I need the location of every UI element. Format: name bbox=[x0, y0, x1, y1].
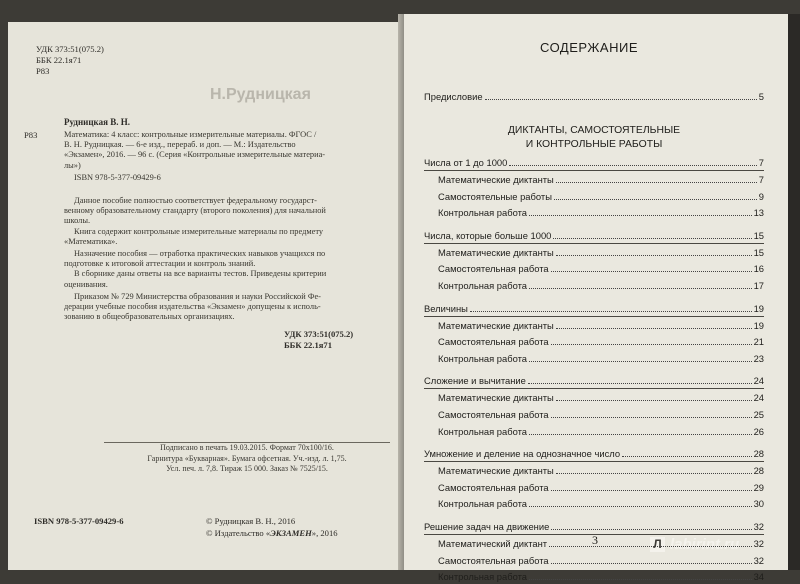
dot-leader bbox=[622, 447, 752, 457]
dot-leader bbox=[485, 90, 757, 100]
show-through-text: Н.Рудницкая bbox=[210, 86, 311, 103]
watermark-text: labirint.ru bbox=[670, 536, 740, 553]
toc-entry-page: 5 bbox=[758, 91, 764, 102]
toc-entry-page: 24 bbox=[753, 375, 764, 387]
toc-chapter[interactable] bbox=[424, 374, 764, 388]
publisher-brand: ЭКЗАМЕН bbox=[270, 528, 312, 538]
dot-leader bbox=[529, 497, 752, 507]
copyright-suffix: », 2016 bbox=[311, 528, 338, 538]
desc-line: «Математика». bbox=[64, 236, 118, 246]
dot-leader bbox=[553, 229, 751, 239]
dot-leader bbox=[528, 374, 752, 384]
toc-entry-title: Умножение и деление на однозначное число bbox=[424, 448, 621, 460]
desc-line: подготовке к итоговой аттестации и контроль знаний. bbox=[64, 259, 256, 269]
dot-leader bbox=[556, 246, 752, 256]
dot-leader bbox=[551, 408, 752, 418]
dot-leader bbox=[551, 262, 752, 272]
toc-entry-title: Контрольная работа bbox=[438, 425, 528, 437]
toc-entry-page: 16 bbox=[753, 263, 764, 275]
toc-entry-title: Величины bbox=[424, 302, 468, 314]
desc-line: Данное пособие полностью соответствует федеральному государст- bbox=[74, 196, 317, 205]
toc-entry-page: 34 bbox=[753, 571, 764, 583]
author-code-side: Р83 bbox=[24, 130, 38, 140]
chapter-rule bbox=[424, 461, 764, 462]
dot-leader bbox=[549, 537, 752, 547]
bib-line: Математика: 4 класс: контрольные измерительные материалы. ФГОС / bbox=[64, 130, 317, 139]
toc-chapter[interactable] bbox=[424, 156, 764, 170]
dot-leader bbox=[529, 425, 752, 435]
section-title bbox=[424, 124, 764, 152]
description bbox=[64, 196, 382, 322]
background-edge bbox=[788, 14, 800, 570]
dot-leader bbox=[556, 173, 757, 183]
isbn-inline: ISBN 978-5-377-09429-6 bbox=[74, 172, 161, 182]
toc-chapter[interactable] bbox=[424, 520, 764, 534]
toc-entry-page: 19 bbox=[753, 319, 764, 331]
toc-entry-title: Числа от 1 до 1000 bbox=[424, 157, 508, 168]
dot-leader bbox=[509, 156, 756, 166]
toc-entry-title: Самостоятельная работа bbox=[438, 409, 549, 420]
toc-entry-page: 23 bbox=[753, 352, 764, 364]
dot-leader bbox=[529, 352, 752, 362]
toc-entry-title: Математические диктанты bbox=[438, 465, 554, 477]
dot-leader bbox=[551, 554, 752, 564]
toc-entry-page: 15 bbox=[753, 246, 764, 258]
desc-line: В сборнике даны ответы на все варианты тестов. Приведены критерии bbox=[74, 269, 327, 279]
desc-line: Назначение пособия — отработка практических навыков учащихся по bbox=[74, 249, 326, 259]
copyright-prefix: © Издательство « bbox=[206, 528, 271, 538]
toc-entry-title: Сложение и вычитание bbox=[424, 375, 526, 387]
dot-leader bbox=[529, 206, 752, 216]
chapter-rule bbox=[424, 534, 764, 535]
page-number: 3 bbox=[592, 533, 598, 547]
toc-subitem[interactable] bbox=[438, 408, 764, 422]
bib-line: В. Н. Рудницкая. — 6-е изд., перераб. и доп. — М.: Издательство bbox=[64, 140, 296, 150]
toc-entry-title: Самостоятельная работа bbox=[438, 554, 549, 566]
toc-entry-title: Математические диктанты bbox=[438, 246, 554, 258]
toc-subitem[interactable] bbox=[438, 190, 764, 204]
toc-entry-title: Контрольная работа bbox=[438, 207, 528, 219]
chapter-rule bbox=[424, 243, 764, 244]
toc-preface[interactable] bbox=[424, 90, 764, 104]
bib-line: «Экзамен», 2016. — 96 с. (Серия «Контрольные измерительные материа- bbox=[64, 150, 326, 160]
dot-leader bbox=[556, 464, 752, 474]
toc-entry-title: Контрольная работа bbox=[438, 571, 528, 583]
imprint-line: Подписано в печать 19.03.2015. Формат 70х100/16. bbox=[160, 443, 334, 452]
isbn-bottom: ISBN 978-5-377-09429-6 bbox=[34, 516, 124, 526]
bbk-code: ББК 22.1я71 bbox=[36, 55, 82, 65]
toc-subitem[interactable] bbox=[438, 425, 764, 439]
toc-entry-title: Математические диктанты bbox=[438, 174, 554, 185]
toc-entry-title: Математические диктанты bbox=[438, 319, 554, 331]
imprint-line: Гарнитура «Букварная». Бумага офсетная. Уч.-изд. л. 1,75. bbox=[147, 453, 347, 463]
toc-subitem[interactable] bbox=[438, 464, 764, 478]
toc-subitem[interactable] bbox=[438, 481, 764, 495]
toc-entry-page: 7 bbox=[758, 157, 764, 168]
toc-entry-page: 15 bbox=[753, 229, 764, 241]
desc-line: оценивания. bbox=[64, 279, 108, 289]
udk-code: УДК 373:51(075.2) bbox=[36, 44, 104, 54]
imprint-box bbox=[104, 442, 390, 483]
toc-subitem[interactable] bbox=[438, 537, 764, 551]
desc-line: Книга содержит контрольные измерительные материалы по предмету bbox=[74, 226, 324, 236]
toc-entry-title: Решение задач на движение bbox=[424, 521, 550, 532]
toc-title: СОДЕРЖАНИЕ bbox=[540, 40, 639, 55]
toc-entry-title: Контрольная работа bbox=[438, 352, 528, 364]
toc-subitem[interactable] bbox=[438, 391, 764, 405]
toc-entry-page: 7 bbox=[758, 174, 764, 185]
dot-leader bbox=[551, 335, 752, 345]
dot-leader bbox=[554, 190, 757, 200]
toc-entry-page: 28 bbox=[753, 448, 764, 460]
toc-entry-page: 25 bbox=[753, 409, 764, 420]
section-title-line: ДИКТАНТЫ, САМОСТОЯТЕЛЬНЫЕ bbox=[507, 125, 681, 136]
bibliographic-entry bbox=[64, 130, 382, 183]
toc-subitem[interactable] bbox=[438, 570, 764, 584]
toc-entry-title: Самостоятельная работа bbox=[438, 336, 549, 348]
toc-entry-page: 32 bbox=[753, 521, 764, 532]
dot-leader bbox=[470, 302, 752, 312]
toc-subitem[interactable] bbox=[438, 319, 764, 333]
toc-entry-page: 30 bbox=[753, 498, 764, 510]
toc-entry-title: Контрольная работа bbox=[438, 498, 528, 510]
dot-leader bbox=[529, 570, 752, 580]
toc-entry-page: 21 bbox=[753, 336, 764, 348]
toc-subitem[interactable] bbox=[438, 279, 764, 293]
toc-subitem[interactable] bbox=[438, 246, 764, 260]
copyright-publisher bbox=[206, 528, 338, 538]
toc-subitem[interactable] bbox=[438, 352, 764, 366]
toc-entry-page: 26 bbox=[753, 425, 764, 437]
toc-entry-title: Самостоятельная работа bbox=[438, 263, 549, 275]
udk-code-2: УДК 373:51(075.2) bbox=[284, 329, 354, 339]
toc-entry-title: Предисловие bbox=[424, 91, 483, 102]
desc-line: дерации учебные пособия издательства «Экзамен» допущены к исполь- bbox=[64, 302, 321, 312]
toc-subitem[interactable] bbox=[438, 497, 764, 511]
imprint-line: Усл. печ. л. 7,8. Тираж 15 000. Заказ № 7525/15. bbox=[166, 464, 328, 473]
toc-chapter[interactable] bbox=[424, 229, 764, 243]
toc-entry-page: 29 bbox=[753, 481, 764, 493]
chapter-rule bbox=[424, 170, 764, 171]
bbk-code-2: ББК 22.1я71 bbox=[284, 340, 333, 350]
toc-entry-page: 13 bbox=[753, 207, 764, 219]
toc-entry-title: Самостоятельные работы bbox=[438, 190, 552, 202]
toc-entry-page: 9 bbox=[758, 190, 764, 202]
desc-line: зованию в общеобразовательных организациях. bbox=[64, 312, 235, 322]
dot-leader bbox=[529, 279, 752, 289]
author-code: Р83 bbox=[36, 66, 50, 76]
toc-entry-title: Числа, которые больше 1000 bbox=[424, 229, 552, 241]
dot-leader bbox=[556, 391, 752, 401]
toc-subitem[interactable] bbox=[438, 554, 764, 568]
dot-leader bbox=[556, 319, 752, 329]
bib-line: лы») bbox=[64, 160, 81, 170]
toc-chapter[interactable] bbox=[424, 447, 764, 461]
labirint-logo-icon: Л bbox=[650, 537, 665, 552]
section-title-line: И КОНТРОЛЬНЫЕ РАБОТЫ bbox=[525, 139, 663, 150]
toc-entry-page: 17 bbox=[753, 280, 764, 291]
desc-line: школы. bbox=[64, 216, 91, 226]
toc-entry-page: 32 bbox=[753, 554, 764, 566]
toc-entry-page: 19 bbox=[753, 302, 764, 314]
author-name: Рудницкая В. Н. bbox=[64, 117, 130, 127]
desc-line: Приказом № 729 Министерства образования и науки Российской Фе- bbox=[74, 291, 321, 301]
toc-chapter[interactable] bbox=[424, 302, 764, 316]
desc-line: венному образовательному стандарту (второго поколения) для начальной bbox=[64, 206, 326, 216]
toc-subitem[interactable] bbox=[438, 262, 764, 276]
chapter-rule bbox=[424, 316, 764, 317]
toc-subitem[interactable] bbox=[438, 335, 764, 349]
toc-subitem[interactable] bbox=[438, 173, 764, 187]
toc-entry-title: Математический диктант bbox=[438, 538, 548, 549]
toc-entry-title: Математические диктанты bbox=[438, 392, 554, 404]
copyright-author: © Рудницкая В. Н., 2016 bbox=[206, 516, 296, 526]
toc-subitem[interactable] bbox=[438, 206, 764, 220]
dot-leader bbox=[551, 520, 751, 530]
toc-entry-page: 28 bbox=[753, 465, 764, 477]
toc-entry-title: Контрольная работа bbox=[438, 280, 528, 291]
toc-entry-page: 24 bbox=[753, 392, 764, 404]
toc-entry-title: Самостоятельная работа bbox=[438, 481, 549, 493]
chapter-rule bbox=[424, 388, 764, 389]
toc-entry-page: 32 bbox=[753, 538, 764, 549]
dot-leader bbox=[551, 481, 752, 491]
